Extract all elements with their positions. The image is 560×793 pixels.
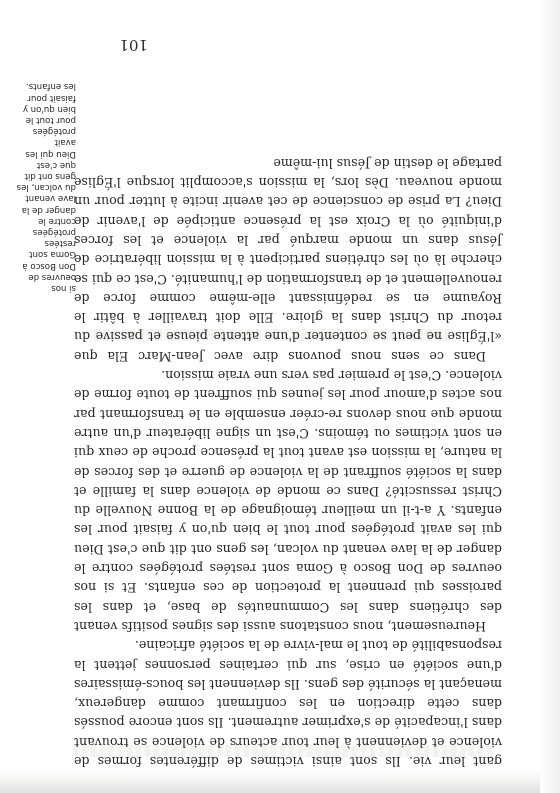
page-number: 101 [119, 36, 148, 54]
margin-pull-quote: si nos oeuvres de Don Bosco à Goma sont restées protégées contre le danger de la lave venant du volcan, les gens ont dit que c'est Dieu qui les avait protégées pour tout le bien qu'on y faisait pour les enfants. [16, 81, 76, 293]
paragraph: Heureusement, nous constatons aussi des signes positifs venant des chrétiens dans les Communautés de base, et dans les paroisses qui prennent la protection de ces enfants. Et si nos oeuvres de Don Bosco à Goma sont restées protégées contre le danger de la lave venant du volcan, les gens ont dit que c'est Dieu qui les avait protégées pour tout le bien qu'on y faisait pour les enfants. Y a-t-il un meilleur témoignage de la Bonne Nouvelle du Christ ressuscité? Dans ce monde de violence dans la famille et dans la société souffrant de la violence de guerre et des forces de la nature, la mission est avant tout la présence proche de ceux qui en sont victimes ou témoins. C'est un signe libérateur d'un autre monde que nous devons re-créer ensemble en le transformant par nos actes d'amour pour les jeunes qui souffrent de toute forme de violence. C'est le premier pas vers une vraie mission. [74, 368, 502, 634]
paragraph: gant leur vie. Ils sont ainsi victimes de différentes formes de violence et deviennent à leur tour acteurs de violence se trouvant dans l'incapacité de s'exprimer autrement. Ils sont encore poussés dans cette direction en les confirmant comme dangereux, menaçant la sécurité des gens. Ils deviennent les boucs-émissaires d'une société en crise, sur qui certaines personnes jettent la responsabilité de tout le mal-vivre de la société africaine. [74, 638, 502, 769]
paragraph: Dans ce sens nous pouvons dire avec Jean-Marc Ela que «l'Église ne peut se contenter d'une attente pieuse et passive du retour du Christ dans la gloire. Elle doit travailler à bâtir le Royaume en se redéfinissant elle-même comme force de renouvellement et de transformation de l'humanité. C'est ce qui se cherche là où les chrétiens participent à la mission libératrice de Jésus dans un monde marqué par la violence et les forces d'iniquité où la Croix est la présence anticipée de l'avenir de Dieu? La prise de conscience de cet avenir incite à lutter pour un monde nouveau. Dès lors, la mission s'accomplit lorsque l'Église partage le destin de Jésus lui-même [74, 155, 502, 364]
binding-shadow [540, 0, 560, 793]
scan-edge-shadow [0, 771, 560, 793]
body-text [74, 154, 502, 772]
